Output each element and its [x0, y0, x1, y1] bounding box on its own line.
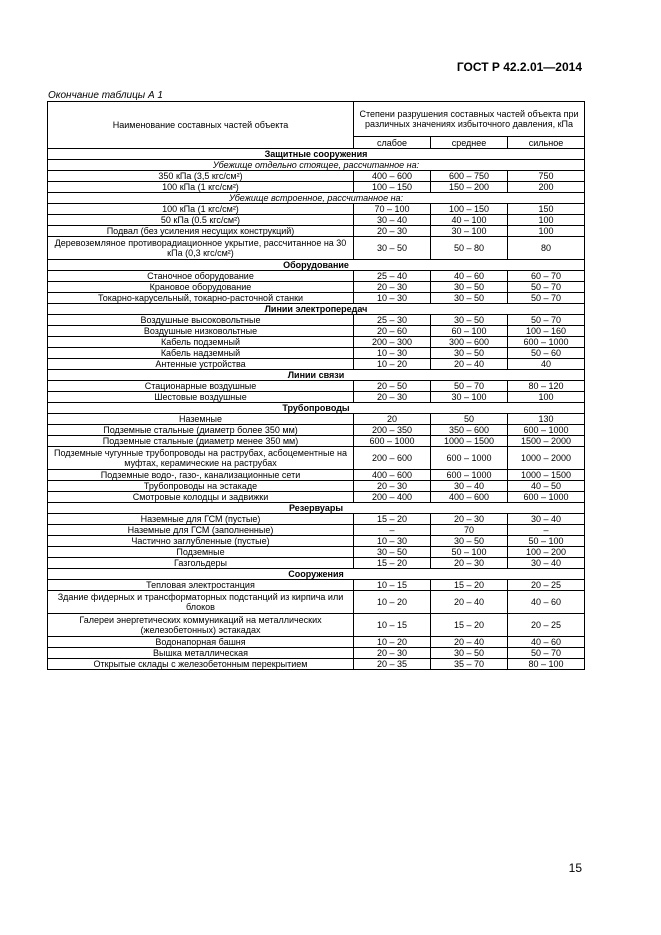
- cell-weak: –: [354, 525, 431, 536]
- row-label: Подвал (без усиления несущих конструкций): [48, 226, 354, 237]
- cell-medium: 150 – 200: [431, 182, 508, 193]
- row-label: Станочное оборудование: [48, 271, 354, 282]
- table-row: [48, 447, 585, 470]
- subheading-label: Убежище отдельно стоящее, рассчитанное на:: [48, 160, 585, 171]
- cell-strong: 30 – 40: [508, 558, 585, 569]
- table-row: [48, 648, 585, 659]
- section-row: [48, 304, 585, 315]
- row-label: Антенные устройства: [48, 359, 354, 370]
- cell-strong: 50 – 70: [508, 282, 585, 293]
- row-label: Кабель надземный: [48, 348, 354, 359]
- section-row: [48, 370, 585, 381]
- cell-medium: 60 – 100: [431, 326, 508, 337]
- cell-medium: 30 – 100: [431, 226, 508, 237]
- cell-medium: 30 – 50: [431, 348, 508, 359]
- section-title: Линии связи: [48, 370, 585, 381]
- cell-medium: 40 – 100: [431, 215, 508, 226]
- table-row: [48, 381, 585, 392]
- column-header-medium: среднее: [431, 137, 508, 149]
- document-code: ГОСТ Р 42.2.01—2014: [456, 60, 582, 74]
- table-row: [48, 514, 585, 525]
- cell-medium: 30 – 100: [431, 392, 508, 403]
- cell-weak: 400 – 600: [354, 171, 431, 182]
- row-label: Токарно-карусельный, токарно-расточной станки: [48, 293, 354, 304]
- cell-weak: 20 – 30: [354, 648, 431, 659]
- cell-weak: 10 – 20: [354, 591, 431, 614]
- row-label: Подземные чугунные трубопроводы на раструбах, асбоцементные на муфтах, керамические на раструбах: [48, 447, 354, 470]
- table-row: [48, 547, 585, 558]
- table-row: [48, 293, 585, 304]
- cell-strong: 20 – 25: [508, 614, 585, 637]
- cell-strong: 200: [508, 182, 585, 193]
- cell-strong: 100: [508, 215, 585, 226]
- table-caption: Окончание таблицы А 1: [48, 90, 163, 101]
- cell-weak: 200 – 600: [354, 447, 431, 470]
- cell-medium: 600 – 1000: [431, 470, 508, 481]
- cell-weak: 70 – 100: [354, 204, 431, 215]
- row-label: 100 кПа (1 кгс/см²): [48, 204, 354, 215]
- table-row: [48, 171, 585, 182]
- section-row: [48, 503, 585, 514]
- table-row: [48, 558, 585, 569]
- table-row: [48, 536, 585, 547]
- row-label: Вышка металлическая: [48, 648, 354, 659]
- table-row: [48, 237, 585, 260]
- cell-weak: 20 – 30: [354, 481, 431, 492]
- cell-strong: 100: [508, 392, 585, 403]
- cell-strong: 50 – 70: [508, 315, 585, 326]
- table-row: [48, 392, 585, 403]
- cell-strong: 40 – 60: [508, 637, 585, 648]
- cell-medium: 1000 – 1500: [431, 436, 508, 447]
- table-row: [48, 580, 585, 591]
- damage-table: [47, 101, 585, 670]
- cell-medium: 20 – 40: [431, 591, 508, 614]
- cell-strong: 100: [508, 226, 585, 237]
- cell-strong: 50 – 70: [508, 293, 585, 304]
- cell-strong: 1000 – 2000: [508, 447, 585, 470]
- cell-strong: 40 – 50: [508, 481, 585, 492]
- cell-medium: 20 – 40: [431, 637, 508, 648]
- cell-strong: 80 – 120: [508, 381, 585, 392]
- row-label: Трубопроводы на эстакаде: [48, 481, 354, 492]
- row-label: Наземные: [48, 414, 354, 425]
- cell-strong: 600 – 1000: [508, 337, 585, 348]
- section-title: Оборудование: [48, 260, 585, 271]
- section-row: [48, 149, 585, 160]
- table-row: [48, 204, 585, 215]
- cell-weak: 30 – 40: [354, 215, 431, 226]
- cell-weak: 20 – 30: [354, 392, 431, 403]
- table-row: [48, 481, 585, 492]
- cell-medium: 300 – 600: [431, 337, 508, 348]
- cell-weak: 10 – 15: [354, 580, 431, 591]
- cell-strong: 50 – 100: [508, 536, 585, 547]
- row-label: Крановое оборудование: [48, 282, 354, 293]
- row-label: 50 кПа (0.5 кгс/см²): [48, 215, 354, 226]
- cell-medium: 350 – 600: [431, 425, 508, 436]
- cell-strong: 40 – 60: [508, 591, 585, 614]
- cell-strong: –: [508, 525, 585, 536]
- cell-strong: 130: [508, 414, 585, 425]
- cell-strong: 1000 – 1500: [508, 470, 585, 481]
- section-title: Сооружения: [48, 569, 585, 580]
- row-label: Тепловая электростанция: [48, 580, 354, 591]
- section-row: [48, 403, 585, 414]
- cell-weak: 25 – 30: [354, 315, 431, 326]
- section-title: Линии электропередач: [48, 304, 585, 315]
- cell-strong: 50 – 60: [508, 348, 585, 359]
- section-title: Защитные сооружения: [48, 149, 585, 160]
- table-row: [48, 271, 585, 282]
- cell-weak: 10 – 30: [354, 536, 431, 547]
- cell-strong: 60 – 70: [508, 271, 585, 282]
- column-header-weak: слабое: [354, 137, 431, 149]
- subheading-row: [48, 160, 585, 171]
- cell-strong: 30 – 40: [508, 514, 585, 525]
- cell-strong: 80: [508, 237, 585, 260]
- row-label: Галереи энергетических коммуникаций на металлических (железобетонных) эстакадах: [48, 614, 354, 637]
- row-label: Кабель подземный: [48, 337, 354, 348]
- column-header-group: Степени разрушения составных частей объекта при различных значениях избыточного давления, кПа: [354, 102, 585, 137]
- row-label: Подземные стальные (диаметр более 350 мм): [48, 425, 354, 436]
- row-label: Водонапорная башня: [48, 637, 354, 648]
- cell-medium: 40 – 60: [431, 271, 508, 282]
- table-body: [48, 149, 585, 670]
- cell-weak: 15 – 20: [354, 558, 431, 569]
- cell-medium: 20 – 30: [431, 514, 508, 525]
- table-row: [48, 337, 585, 348]
- cell-strong: 40: [508, 359, 585, 370]
- row-label: Подземные стальные (диаметр менее 350 мм): [48, 436, 354, 447]
- table-row: [48, 348, 585, 359]
- cell-medium: 400 – 600: [431, 492, 508, 503]
- row-label: 350 кПа (3,5 кгс/см²): [48, 171, 354, 182]
- cell-strong: 50 – 70: [508, 648, 585, 659]
- column-header-name: Наименование составных частей объекта: [48, 102, 354, 149]
- section-row: [48, 569, 585, 580]
- cell-medium: 70: [431, 525, 508, 536]
- row-label: Наземные для ГСМ (пустые): [48, 514, 354, 525]
- cell-medium: 100 – 150: [431, 204, 508, 215]
- table-row: [48, 359, 585, 370]
- table-row: [48, 226, 585, 237]
- row-label: Шестовые воздушные: [48, 392, 354, 403]
- cell-strong: 1500 – 2000: [508, 436, 585, 447]
- table-row: [48, 425, 585, 436]
- table-row: [48, 614, 585, 637]
- cell-medium: 50 – 80: [431, 237, 508, 260]
- cell-medium: 30 – 50: [431, 536, 508, 547]
- cell-strong: 80 – 100: [508, 659, 585, 670]
- cell-weak: 10 – 30: [354, 348, 431, 359]
- cell-medium: 30 – 40: [431, 481, 508, 492]
- cell-medium: 30 – 50: [431, 315, 508, 326]
- section-title: Резервуары: [48, 503, 585, 514]
- table-row: [48, 182, 585, 193]
- cell-medium: 50 – 100: [431, 547, 508, 558]
- table-row: [48, 215, 585, 226]
- cell-medium: 600 – 750: [431, 171, 508, 182]
- table-row: [48, 414, 585, 425]
- section-row: [48, 260, 585, 271]
- row-label: Открытые склады с железобетонным перекрытием: [48, 659, 354, 670]
- cell-strong: 600 – 1000: [508, 425, 585, 436]
- subheading-row: [48, 193, 585, 204]
- section-title: Трубопроводы: [48, 403, 585, 414]
- cell-weak: 20 – 35: [354, 659, 431, 670]
- cell-medium: 30 – 50: [431, 293, 508, 304]
- cell-weak: 10 – 30: [354, 293, 431, 304]
- table-row: [48, 326, 585, 337]
- row-label: Частично заглубленные (пустые): [48, 536, 354, 547]
- cell-medium: 30 – 50: [431, 282, 508, 293]
- row-label: Воздушные низковольтные: [48, 326, 354, 337]
- cell-weak: 20 – 50: [354, 381, 431, 392]
- table-row: [48, 591, 585, 614]
- cell-strong: 20 – 25: [508, 580, 585, 591]
- column-header-strong: сильное: [508, 137, 585, 149]
- cell-medium: 50 – 70: [431, 381, 508, 392]
- cell-weak: 30 – 50: [354, 547, 431, 558]
- cell-weak: 200 – 300: [354, 337, 431, 348]
- table-row: [48, 282, 585, 293]
- table-row: [48, 525, 585, 536]
- cell-weak: 10 – 20: [354, 637, 431, 648]
- cell-weak: 100 – 150: [354, 182, 431, 193]
- row-label: Здание фидерных и трансформаторных подстанций из кирпича или блоков: [48, 591, 354, 614]
- cell-weak: 200 – 350: [354, 425, 431, 436]
- cell-weak: 15 – 20: [354, 514, 431, 525]
- row-label: Наземные для ГСМ (заполненные): [48, 525, 354, 536]
- table-row: [48, 436, 585, 447]
- table-row: [48, 637, 585, 648]
- cell-weak: 600 – 1000: [354, 436, 431, 447]
- row-label: Смотровые колодцы и задвижки: [48, 492, 354, 503]
- cell-medium: 30 – 50: [431, 648, 508, 659]
- row-label: 100 кПа (1 кгс/см²): [48, 182, 354, 193]
- cell-weak: 10 – 20: [354, 359, 431, 370]
- cell-weak: 10 – 15: [354, 614, 431, 637]
- row-label: Подземные водо-, газо-, канализационные сети: [48, 470, 354, 481]
- cell-medium: 15 – 20: [431, 614, 508, 637]
- cell-weak: 20 – 30: [354, 226, 431, 237]
- cell-strong: 600 – 1000: [508, 492, 585, 503]
- subheading-label: Убежище встроенное, рассчитанное на:: [48, 193, 585, 204]
- row-label: Воздушные высоковольтные: [48, 315, 354, 326]
- table-row: [48, 659, 585, 670]
- cell-strong: 100 – 200: [508, 547, 585, 558]
- cell-strong: 750: [508, 171, 585, 182]
- table-row: [48, 470, 585, 481]
- cell-medium: 15 – 20: [431, 580, 508, 591]
- table-row: [48, 315, 585, 326]
- cell-weak: 20 – 30: [354, 282, 431, 293]
- cell-strong: 150: [508, 204, 585, 215]
- cell-medium: 600 – 1000: [431, 447, 508, 470]
- row-label: Подземные: [48, 547, 354, 558]
- table-row: [48, 492, 585, 503]
- cell-medium: 20 – 30: [431, 558, 508, 569]
- row-label: Деревоземляное противорадиационное укрытие, рассчитанное на 30 кПа (0,3 кгс/см²): [48, 237, 354, 260]
- cell-weak: 30 – 50: [354, 237, 431, 260]
- row-label: Стационарные воздушные: [48, 381, 354, 392]
- page-number: 15: [568, 861, 582, 875]
- cell-strong: 100 – 160: [508, 326, 585, 337]
- cell-weak: 20 – 60: [354, 326, 431, 337]
- cell-medium: 35 – 70: [431, 659, 508, 670]
- cell-weak: 400 – 600: [354, 470, 431, 481]
- cell-weak: 20: [354, 414, 431, 425]
- cell-weak: 25 – 40: [354, 271, 431, 282]
- cell-medium: 20 – 40: [431, 359, 508, 370]
- cell-weak: 200 – 400: [354, 492, 431, 503]
- row-label: Газгольдеры: [48, 558, 354, 569]
- cell-medium: 50: [431, 414, 508, 425]
